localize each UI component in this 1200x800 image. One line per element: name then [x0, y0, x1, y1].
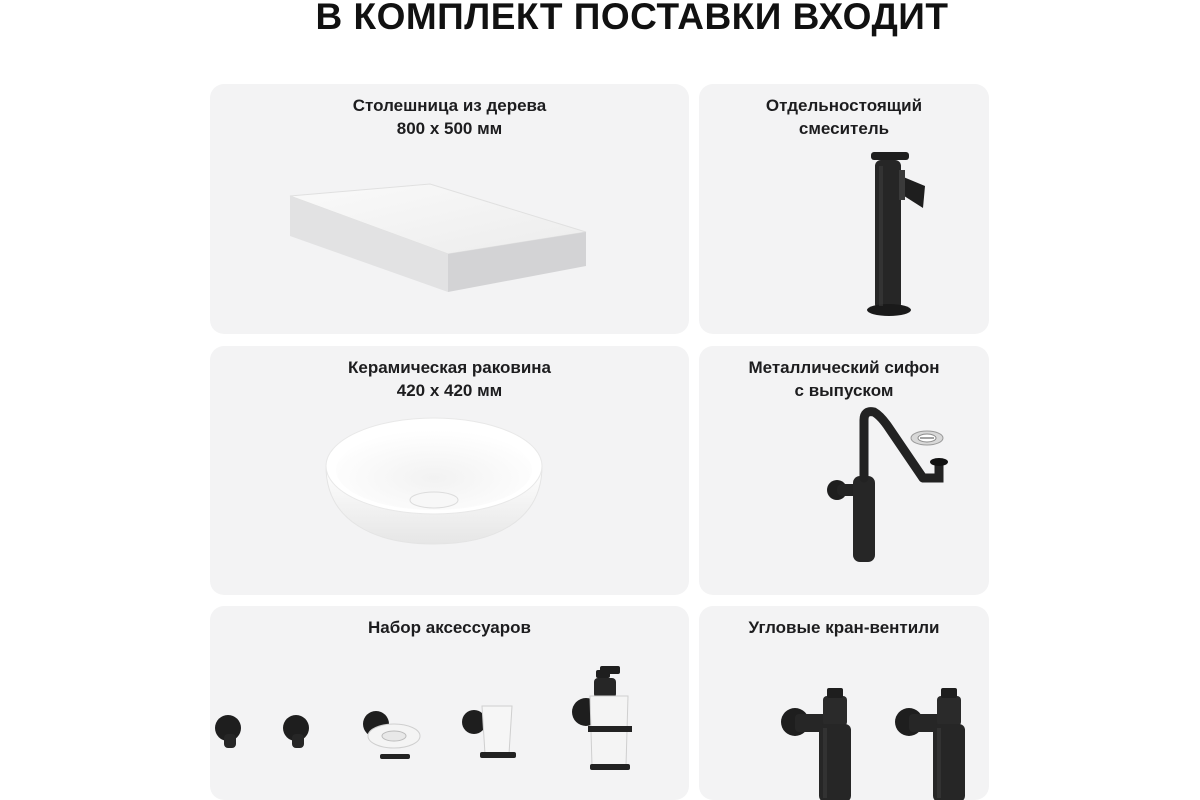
siphon-icon [819, 406, 959, 566]
card-title-accessories [210, 616, 689, 639]
soap-dish-icon [358, 702, 422, 770]
card-title-line-1: Столешница из дерева [352, 96, 547, 115]
angle-valve-icon [775, 686, 867, 800]
robe-hook-icon [212, 710, 246, 754]
mixer-tap-icon [849, 146, 949, 321]
toothbrush-holder-icon [460, 694, 522, 774]
card-title-valves [699, 616, 989, 639]
card-sink [210, 346, 689, 595]
card-title-line-2: 800 х 500 мм [396, 119, 503, 138]
card-mixer [699, 84, 989, 334]
page-headline: В КОМПЛЕКТ ПОСТАВКИ ВХОДИТ [315, 0, 949, 37]
soap-dispenser-icon [566, 666, 646, 782]
angle-valve-icon [889, 686, 981, 800]
card-valves [699, 606, 989, 800]
robe-hook-icon [280, 710, 314, 754]
card-accessories [210, 606, 689, 800]
ceramic-basin-icon [322, 414, 546, 548]
card-title-siphon [699, 356, 989, 402]
card-siphon [699, 346, 989, 595]
card-title-line-1: Отдельностоящий [765, 96, 923, 115]
card-title-countertop [210, 94, 689, 140]
card-title-line-1: Керамическая раковина [348, 358, 551, 377]
card-title-mixer [699, 94, 989, 140]
card-countertop [210, 84, 689, 334]
card-title-line-2: 420 х 420 мм [396, 381, 503, 400]
card-title-line-2: с выпуском [794, 381, 894, 400]
card-title-sink [210, 356, 689, 402]
countertop-slab-icon [280, 184, 600, 304]
card-title-line-1: Угловые кран-вентили [748, 618, 940, 637]
card-title-line-1: Набор аксессуаров [368, 618, 531, 637]
card-title-line-2: смеситель [798, 119, 890, 138]
card-title-line-1: Металлический сифон [748, 358, 940, 377]
